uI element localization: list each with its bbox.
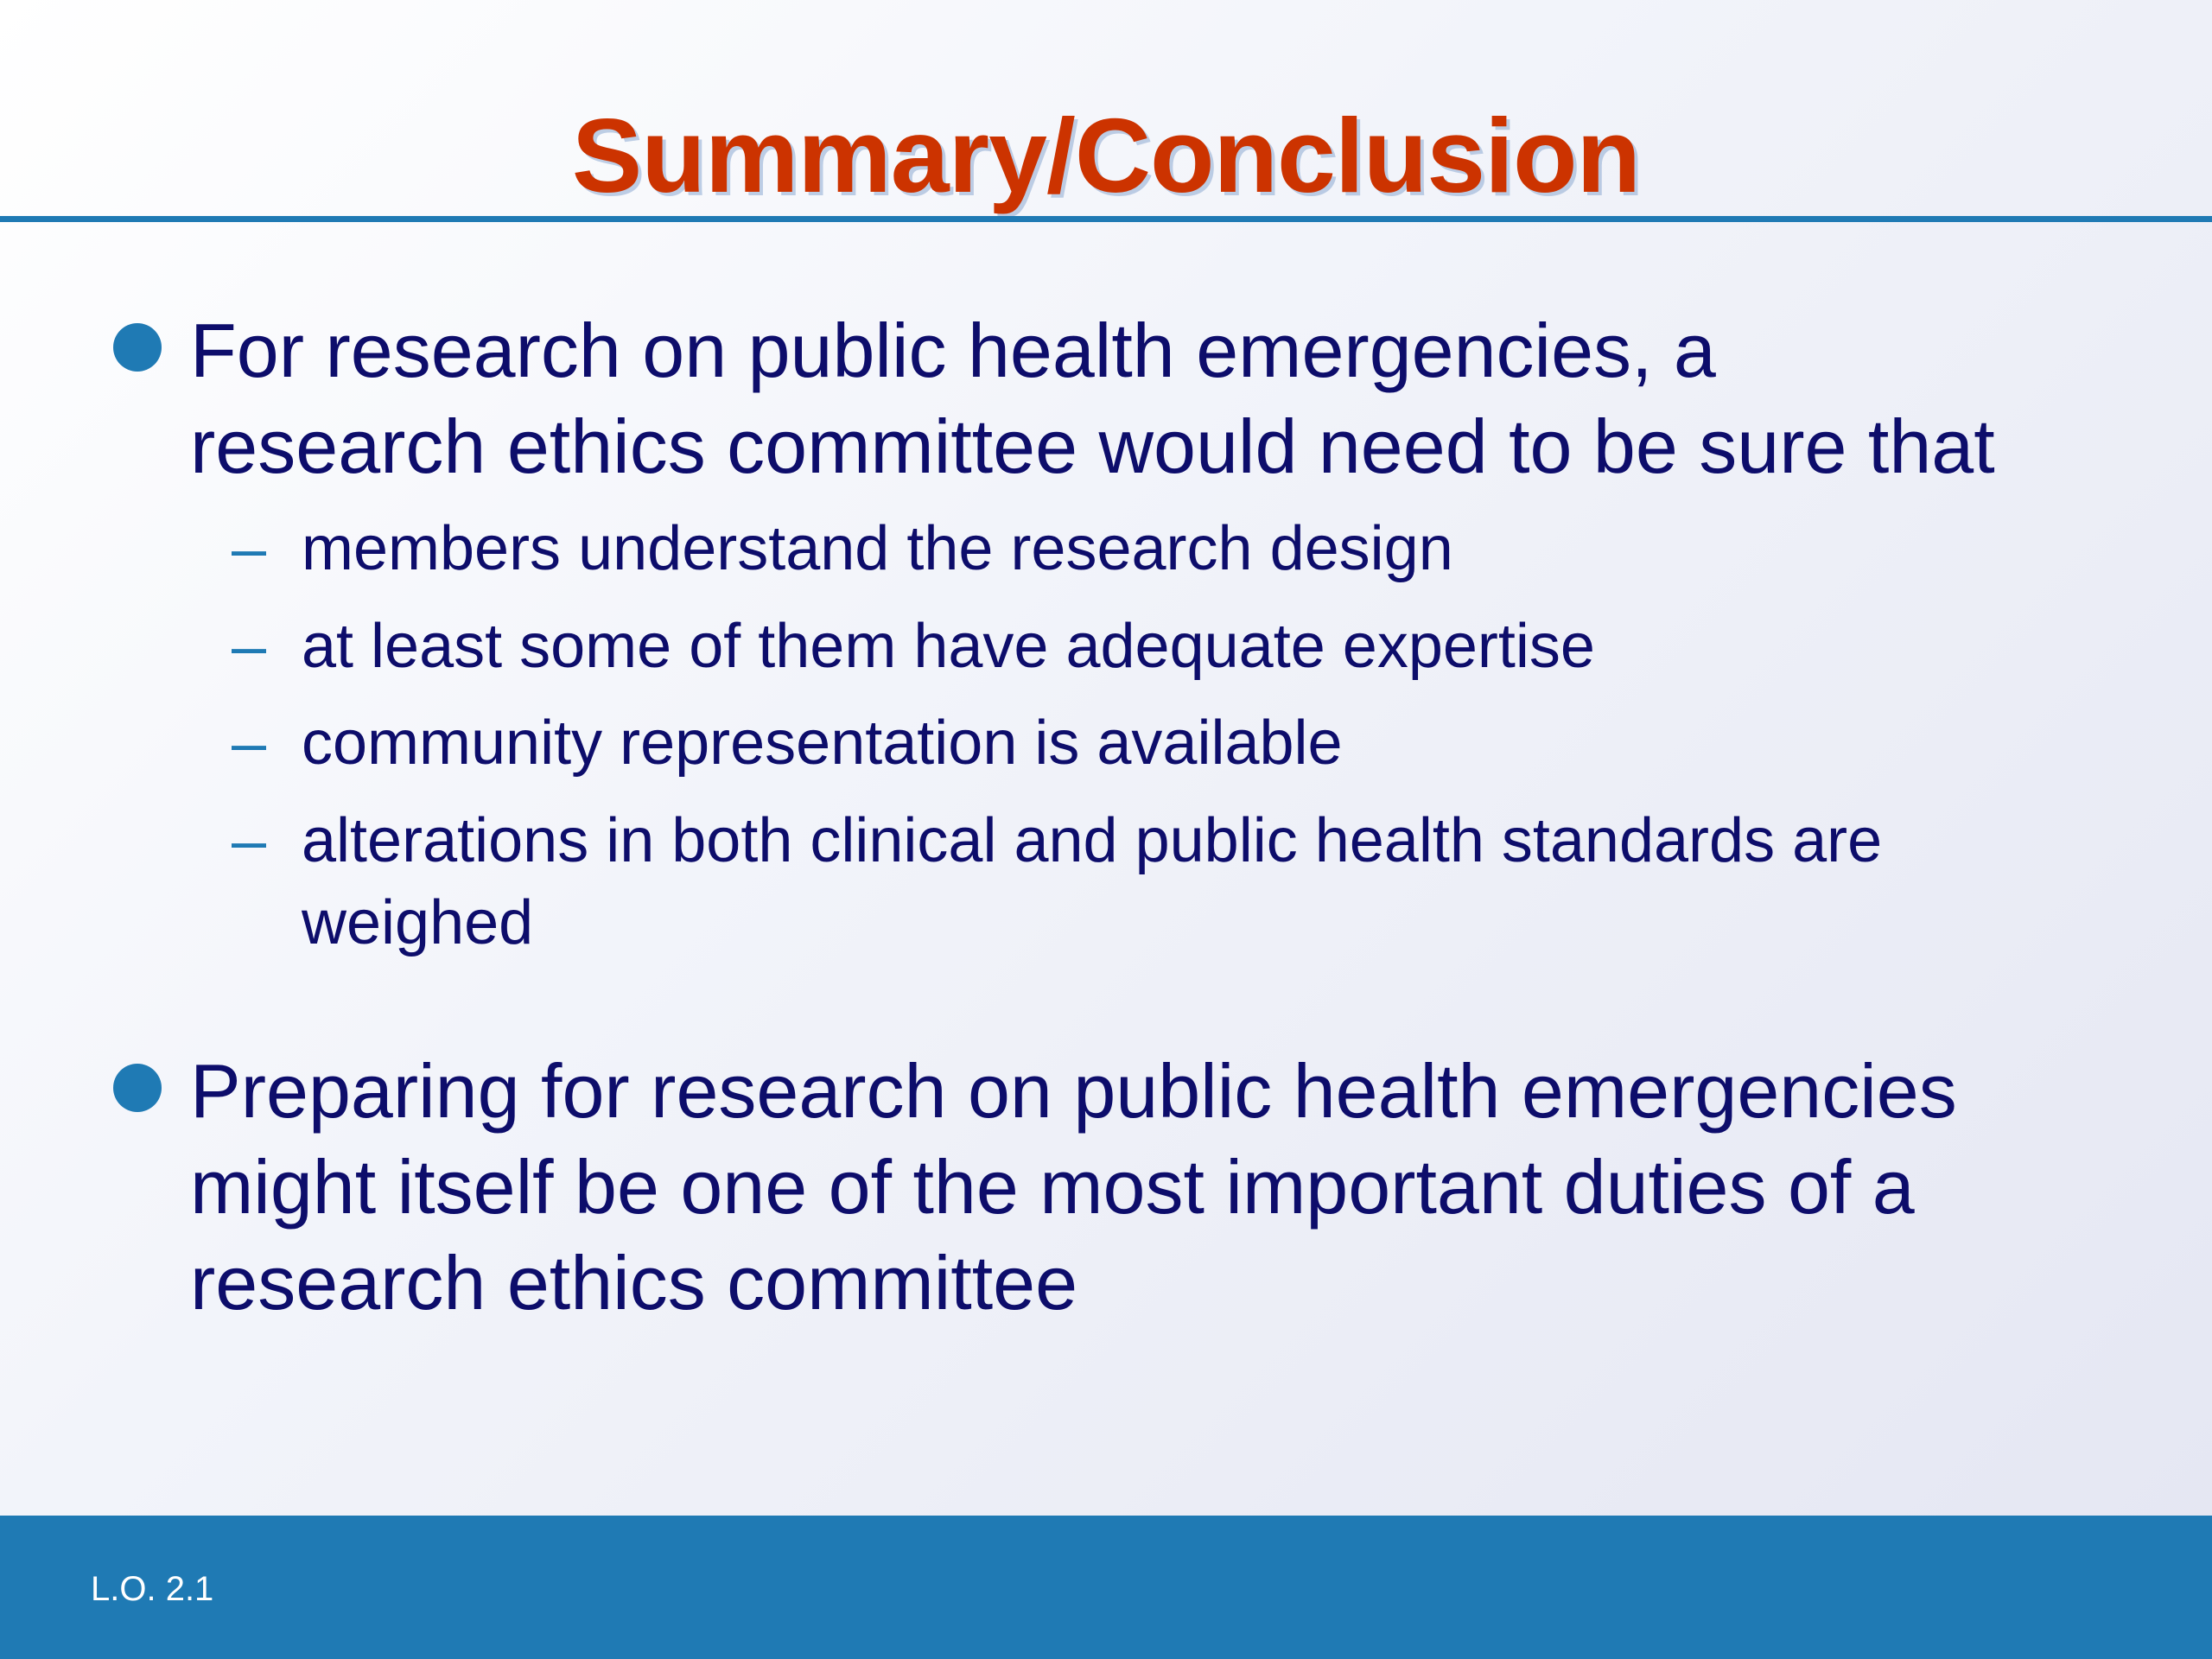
title-divider [0,216,2212,222]
bullet-dot-icon [113,1064,162,1112]
footer-label: L.O. 2.1 [91,1570,214,1608]
sub-item-4-text: alterations in both clinical and public health standards are weighed [302,806,1883,957]
dash-icon: – [232,806,267,875]
slide-title: Summary/Conclusion [571,97,1641,214]
bullet-dot-icon [113,323,162,372]
bullet-1-text: For research on public health emergencies, a research ethics committee would need to be sure that [190,308,1995,489]
sub-item-1-text: members understand the research design [302,514,1453,583]
bullet-2-text: Preparing for research on public health emergencies might itself be one of the most important duties of a research ethics committee [190,1048,1957,1325]
dash-icon: – [232,709,267,778]
sub-item-3-text: community representation is available [302,709,1343,778]
sub-item-2-text: at least some of them have adequate expertise [302,612,1595,681]
dash-icon: – [232,612,267,681]
dash-icon: – [232,514,267,583]
footer-bar [0,1516,2212,1659]
